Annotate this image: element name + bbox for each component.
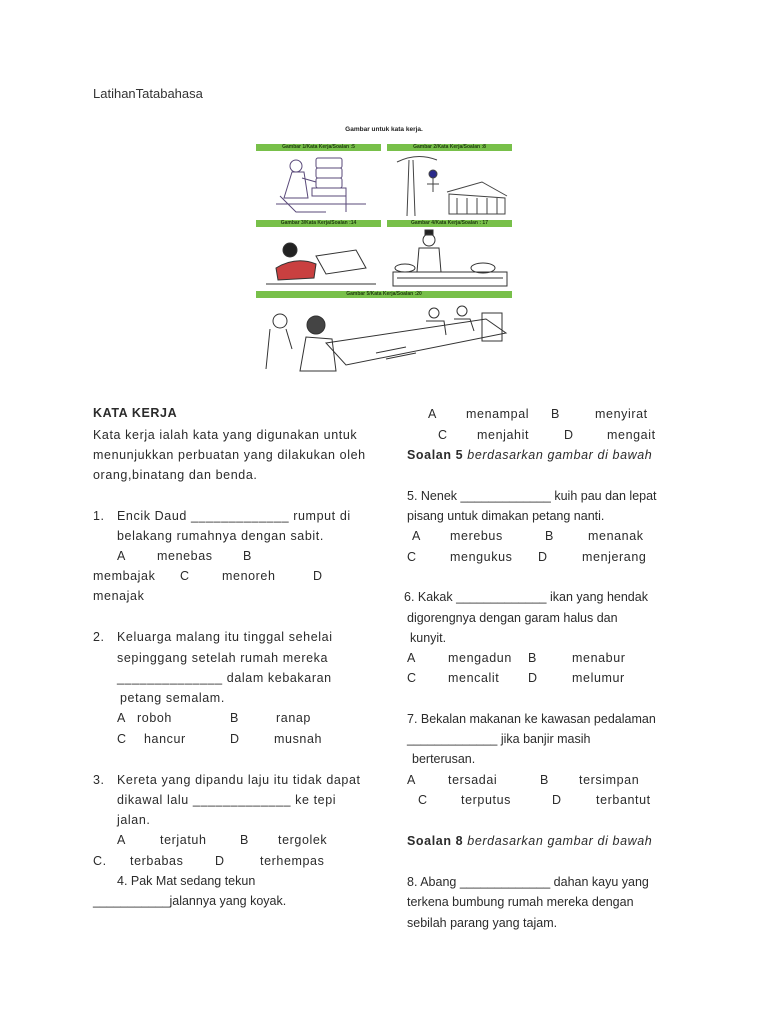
- q3-option-a-letter: A: [117, 833, 126, 847]
- document-header: LatihanTatabahasa: [93, 86, 203, 101]
- intro-line-2: menunjukkan perbuatan yang dilakukan oleh: [93, 448, 366, 462]
- q7-line-2: _____________ jika banjir masih: [407, 732, 591, 746]
- q6-option-d-letter: D: [528, 671, 538, 685]
- q2-line-1: Keluarga malang itu tinggal sehelai: [117, 630, 333, 644]
- q2-option-d: musnah: [274, 732, 323, 746]
- q1-number: 1.: [93, 509, 105, 523]
- soalan-8-text: berdasarkan gambar di bawah: [467, 834, 653, 848]
- figure-label-5: Gambar 5/Kata Kerja/Soalan :20: [256, 291, 512, 298]
- q2-option-d-letter: D: [230, 732, 240, 746]
- q3-option-c: terbabas: [130, 854, 184, 868]
- q4-option-a-letter: A: [428, 407, 437, 421]
- q7-line-3: berterusan.: [412, 752, 476, 766]
- q5-option-b-letter: B: [545, 529, 554, 543]
- q2-option-c: hancur: [144, 732, 186, 746]
- q6-line-1: 6. Kakak _____________ ikan yang hendak: [404, 590, 648, 604]
- q7-line-1: 7. Bekalan makanan ke kawasan pedalaman: [407, 712, 656, 726]
- q2-option-c-letter: C: [117, 732, 127, 746]
- q2-number: 2.: [93, 630, 105, 644]
- q2-line-2: sepinggang setelah rumah mereka: [117, 651, 329, 665]
- q5-option-d-letter: D: [538, 550, 548, 564]
- figure-label-1: Gambar 1/Kata Kerja/Soalan :5: [256, 144, 381, 151]
- q6-option-b: menabur: [572, 651, 626, 665]
- q3-option-c-letter: C.: [93, 854, 107, 868]
- q2-option-b-letter: B: [230, 711, 239, 725]
- q5-option-d: menjerang: [582, 550, 647, 564]
- q5-option-c-letter: C: [407, 550, 417, 564]
- q7-option-b-letter: B: [540, 773, 549, 787]
- q6-option-a-letter: A: [407, 651, 416, 665]
- soalan-5-label: Soalan 5: [407, 448, 464, 462]
- q1-line-1: Encik Daud _____________ rumput di: [117, 509, 351, 523]
- q6-line-3: kunyit.: [410, 631, 447, 645]
- q7-option-d: terbantut: [596, 793, 651, 807]
- q4-line-1: 4. Pak Mat sedang tekun: [117, 874, 256, 888]
- q1-option-d-letter: D: [313, 569, 323, 583]
- q1-line-2: belakang rumahnya dengan sabit.: [117, 529, 324, 543]
- q3-number: 3.: [93, 773, 105, 787]
- q5-option-b: menanak: [588, 529, 644, 543]
- intro-line-3: orang,binatang dan benda.: [93, 468, 258, 482]
- q8-line-2: terkena bumbung rumah mereka dengan: [407, 895, 634, 909]
- illustration-steaming: [256, 152, 381, 218]
- q8-line-1: 8. Abang _____________ dahan kayu yang: [407, 875, 649, 889]
- q7-option-b: tersimpan: [579, 773, 640, 787]
- q2-option-b: ranap: [276, 711, 311, 725]
- q4-option-d-letter: D: [564, 428, 574, 442]
- q6-option-c: mencalit: [448, 671, 500, 685]
- q5-option-c: mengukus: [450, 550, 513, 564]
- q7-option-a: tersadai: [448, 773, 498, 787]
- figure-label-4: Gambar 4/Kata Kerja/Soalan : 17: [387, 220, 512, 227]
- q3-option-b: tergolek: [278, 833, 328, 847]
- q3-option-d: terhempas: [260, 854, 325, 868]
- q2-option-a: roboh: [137, 711, 172, 725]
- q6-option-a: mengadun: [448, 651, 512, 665]
- verb-illustration-figure: [256, 122, 512, 376]
- q4-option-a: menampal: [466, 407, 530, 421]
- soalan-5-text: berdasarkan gambar di bawah: [467, 448, 653, 462]
- illustration-studying: [256, 299, 512, 376]
- q1-option-c: menoreh: [222, 569, 276, 583]
- section-title: KATA KERJA: [93, 406, 178, 420]
- illustration-sewing: [256, 228, 381, 288]
- q2-line-4: petang semalam.: [120, 691, 225, 705]
- q1-option-c-letter: C: [180, 569, 190, 583]
- q3-line-3: jalan.: [117, 813, 151, 827]
- soalan-8-instruction: [407, 834, 652, 848]
- q6-line-2: digorengnya dengan garam halus dan: [407, 611, 618, 625]
- q2-option-a-letter: A: [117, 711, 126, 725]
- q7-option-c: terputus: [461, 793, 511, 807]
- q4-option-b-letter: B: [551, 407, 560, 421]
- q1-option-d: menajak: [93, 589, 145, 603]
- figure-label-2: Gambar 2/Kata Kerja/Soalan :8: [387, 144, 512, 151]
- figure-title: Gambar untuk kata kerja.: [345, 126, 423, 133]
- q7-option-a-letter: A: [407, 773, 416, 787]
- soalan-5-instruction: [407, 448, 652, 462]
- q4-option-d: mengait: [607, 428, 656, 442]
- q6-option-b-letter: B: [528, 651, 537, 665]
- soalan-8-label: Soalan 8: [407, 834, 464, 848]
- q5-option-a: merebus: [450, 529, 503, 543]
- q4-line-2: ___________jalannya yang koyak.: [93, 894, 287, 908]
- intro-line-1: Kata kerja ialah kata yang digunakan untuk: [93, 428, 358, 442]
- illustration-cooking: [387, 228, 512, 288]
- q8-line-3: sebilah parang yang tajam.: [407, 916, 558, 930]
- illustration-tree-cutting: [387, 152, 512, 218]
- q3-option-b-letter: B: [240, 833, 249, 847]
- q3-line-2: dikawal lalu _____________ ke tepi: [117, 793, 337, 807]
- q1-option-a: menebas: [157, 549, 213, 563]
- q6-option-c-letter: C: [407, 671, 417, 685]
- q7-option-c-letter: C: [418, 793, 428, 807]
- q5-line-2: pisang untuk dimakan petang nanti.: [407, 509, 605, 523]
- q4-option-c: menjahit: [477, 428, 530, 442]
- q5-option-a-letter: A: [412, 529, 421, 543]
- q3-line-1: Kereta yang dipandu laju itu tidak dapat: [117, 773, 361, 787]
- q3-option-d-letter: D: [215, 854, 225, 868]
- q5-line-1: 5. Nenek _____________ kuih pau dan lepat: [407, 489, 657, 503]
- q1-option-a-letter: A: [117, 549, 126, 563]
- q6-option-d: melumur: [572, 671, 625, 685]
- q4-option-c-letter: C: [438, 428, 448, 442]
- q1-option-b: membajak: [93, 569, 156, 583]
- q1-option-b-letter: B: [243, 549, 252, 563]
- q4-option-b: menyirat: [595, 407, 648, 421]
- q2-line-3: ______________ dalam kebakaran: [117, 671, 332, 685]
- figure-label-3: Gambar 3/Kata Kerja/Soalan :14: [256, 220, 381, 227]
- q7-option-d-letter: D: [552, 793, 562, 807]
- q3-option-a: terjatuh: [160, 833, 207, 847]
